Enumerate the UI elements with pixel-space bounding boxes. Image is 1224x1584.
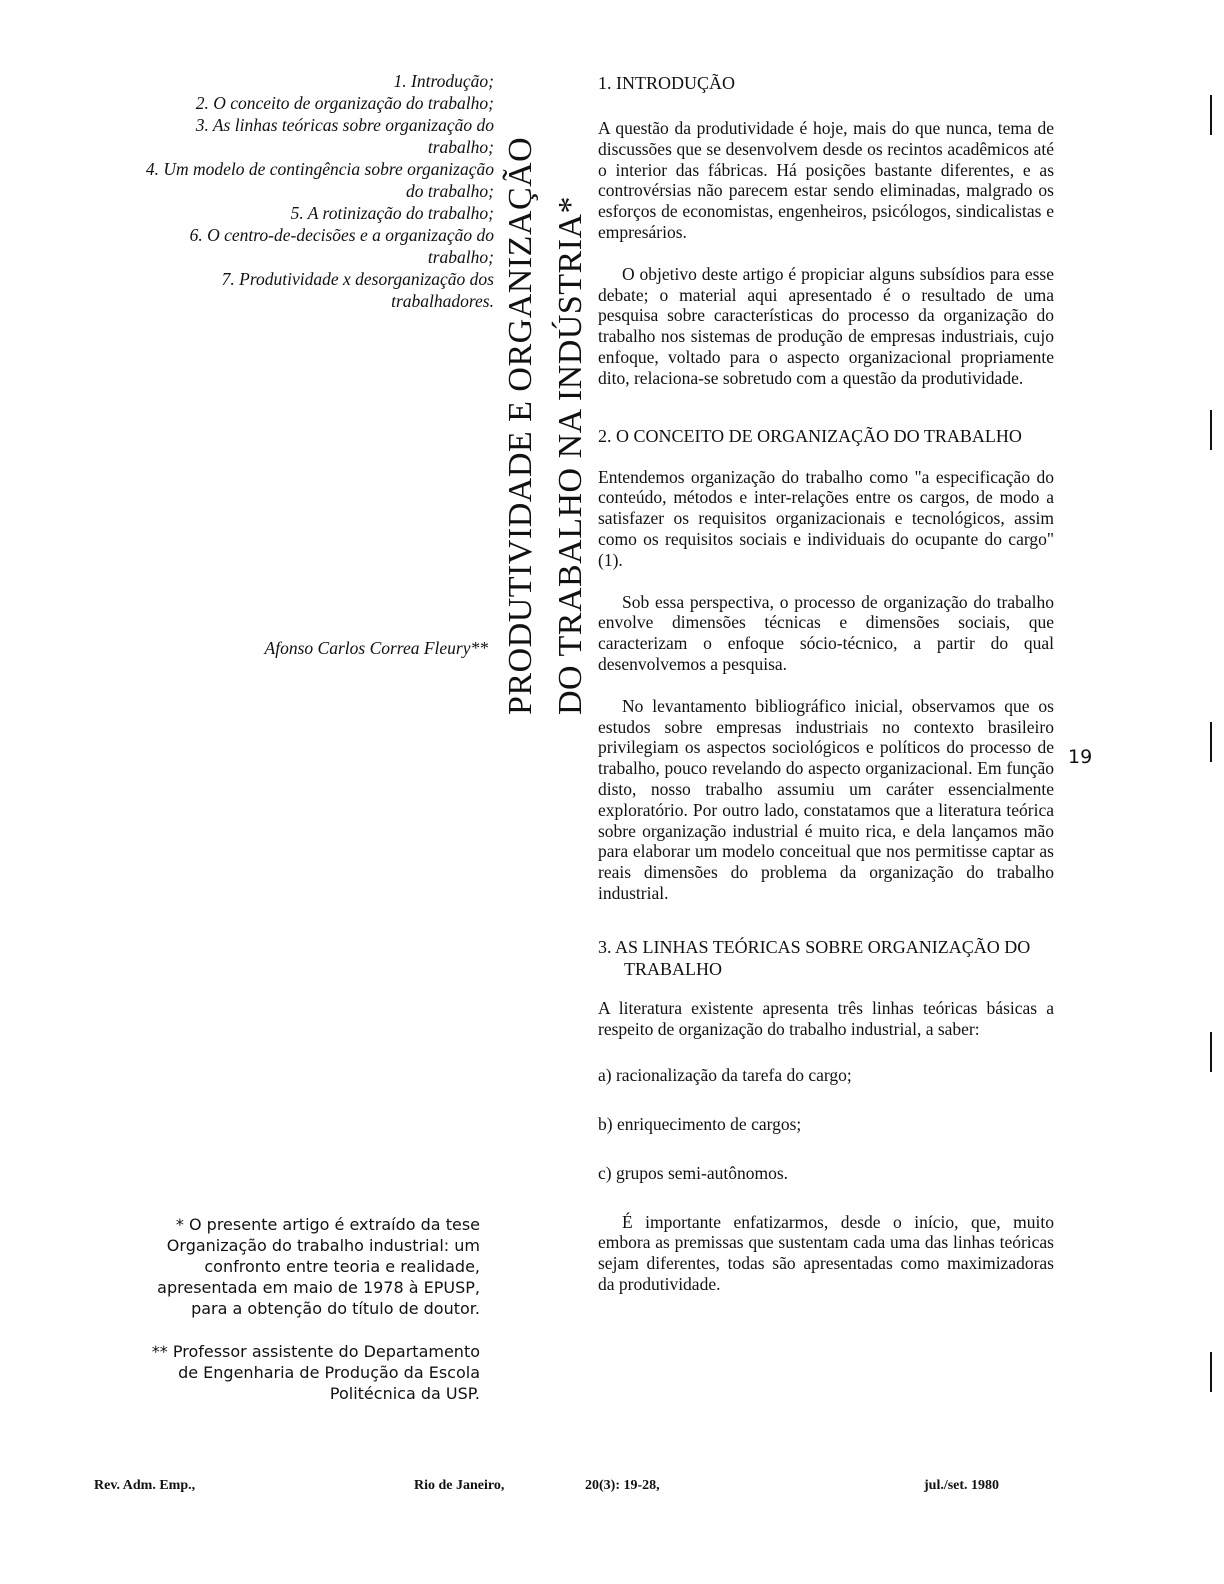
toc-entry: 5. A rotinização do trabalho;	[290, 203, 494, 223]
paragraph: Sob essa perspectiva, o processo de organização do trabalho envolve dimensões técnicas e dimensões sociais, que caracterizam o enfoque sócio-técnico, a partir do qual desenvolvemos a pesquisa.	[598, 591, 1054, 674]
author-name: Afonso Carlos Correa Fleury**	[264, 638, 488, 658]
toc-entry: trabalhadores.	[391, 291, 494, 311]
paragraph: A questão da produtividade é hoje, mais do que nunca, tema de discussões que se desenvolvem desde os recintos acadêmicos até o interior das fábricas. Há posições bastante diferentes, e as controvérsias não parecem estar sendo eliminadas, malgrado os esforços de economistas, engenheiros, psicólogos, sindicalistas e empresários.	[598, 118, 1054, 242]
section-heading-theories: 3. AS LINHAS TEÓRICAS SOBRE ORGANIZAÇÃO DO TRABALHO	[598, 936, 1031, 979]
scan-edge-mark	[1210, 1352, 1212, 1392]
scan-edge-mark	[1210, 95, 1212, 135]
toc-entry: 7. Produtividade x desorganização dos	[221, 269, 494, 289]
toc-entry: 2. O conceito de organização do trabalho;	[195, 93, 494, 113]
section-heading-introduction: 1. INTRODUÇÃO	[598, 73, 735, 93]
list-item: b) enriquecimento de cargos;	[598, 1114, 802, 1135]
toc-entry: trabalho;	[427, 137, 494, 157]
paragraph: No levantamento bibliográfico inicial, observamos que os estudos sobre empresas industriais no contexto brasileiro privilegiam os aspectos sociológicos e políticos do processo de trabalho, pouco revelando do aspecto organizacional. Em função disto, nosso trabalho assumiu um caráter essencialmente exploratório. Por outro lado, constatamos que a literatura teórica sobre organização industrial é muito rica, e dela lançamos mão para elaborar um modelo conceitual que nos permitisse captar as reais dimensões do problema da organização do trabalho industrial.	[598, 695, 1054, 903]
footer-volume: 20(3): 19-28,	[585, 1478, 660, 1493]
scan-edge-mark	[1210, 722, 1212, 762]
footnote-author: ** Professor assistente do Departamento de Engenharia de Produção da Escola Politécnica da USP.	[151, 1342, 480, 1403]
list-item: a) racionalização da tarefa do cargo;	[598, 1065, 852, 1086]
toc-entry: 4. Um modelo de contingência sobre organização	[145, 159, 494, 179]
footnotes	[150, 1214, 480, 1426]
toc-entry: trabalho;	[427, 247, 494, 267]
footnote-thesis: * O presente artigo é extraído da tese Organização do trabalho industrial: um confronto entre teoria e realidade, apresentada em maio de 1978 à EPUSP, para a obtenção do título de doutor.	[157, 1215, 480, 1318]
paragraph: O objetivo deste artigo é propiciar alguns subsídios para esse debate; o material aqui apresentado é o resultado de uma pesquisa sobre características do processo da organização do trabalho nos sistemas de produção de empresas industriais, cujo enfoque, voltado para o aspecto organizacional propriamente dito, relaciona-se sobretudo com a questão da produtividade.	[598, 263, 1054, 388]
paragraph: Entendemos organização do trabalho como "a especificação do conteúdo, métodos e inter-relações entre os cargos, de modo a satisfazer os requisitos organizacionais e tecnológicos, assim como os requisitos sociais e individuais do ocupante do cargo"(1).	[598, 466, 1054, 570]
main-column	[598, 72, 1054, 1316]
title-line-2: DO TRABALHO NA INDÚSTRIA*	[552, 195, 589, 715]
toc-entry: 3. As linhas teóricas sobre organização do	[195, 115, 494, 135]
paragraph: A literatura existente apresenta três linhas teóricas básicas a respeito de organização do trabalho industrial, a saber:	[598, 997, 1054, 1039]
page-number: 19	[1068, 746, 1093, 768]
paragraph: É importante enfatizarmos, desde o início, que, muito embora as premissas que sustentam cada uma das linhas teóricas sejam diferentes, todas são apresentadas como maximizadoras da produtividade.	[598, 1211, 1054, 1295]
footer-city: Rio de Janeiro,	[414, 1478, 505, 1493]
footer-date: jul./set. 1980	[924, 1478, 1000, 1493]
footer-journal: Rev. Adm. Emp.,	[94, 1478, 196, 1493]
title-line-1: PRODUTIVIDADE E ORGANIZAÇÃO	[502, 136, 539, 715]
toc-entry: 6. O centro-de-decisões e a organização do	[189, 225, 494, 245]
table-of-contents	[60, 70, 494, 312]
section-heading-concept: 2. O CONCEITO DE ORGANIZAÇÃO DO TRABALHO	[598, 425, 1022, 446]
toc-entry: 1. Introdução;	[393, 71, 494, 91]
article-title	[496, 55, 596, 715]
toc-entry: do trabalho;	[406, 181, 494, 201]
scan-edge-mark	[1210, 1032, 1212, 1072]
list-item: c) grupos semi-autônomos.	[598, 1162, 789, 1183]
scan-edge-mark	[1210, 410, 1212, 450]
